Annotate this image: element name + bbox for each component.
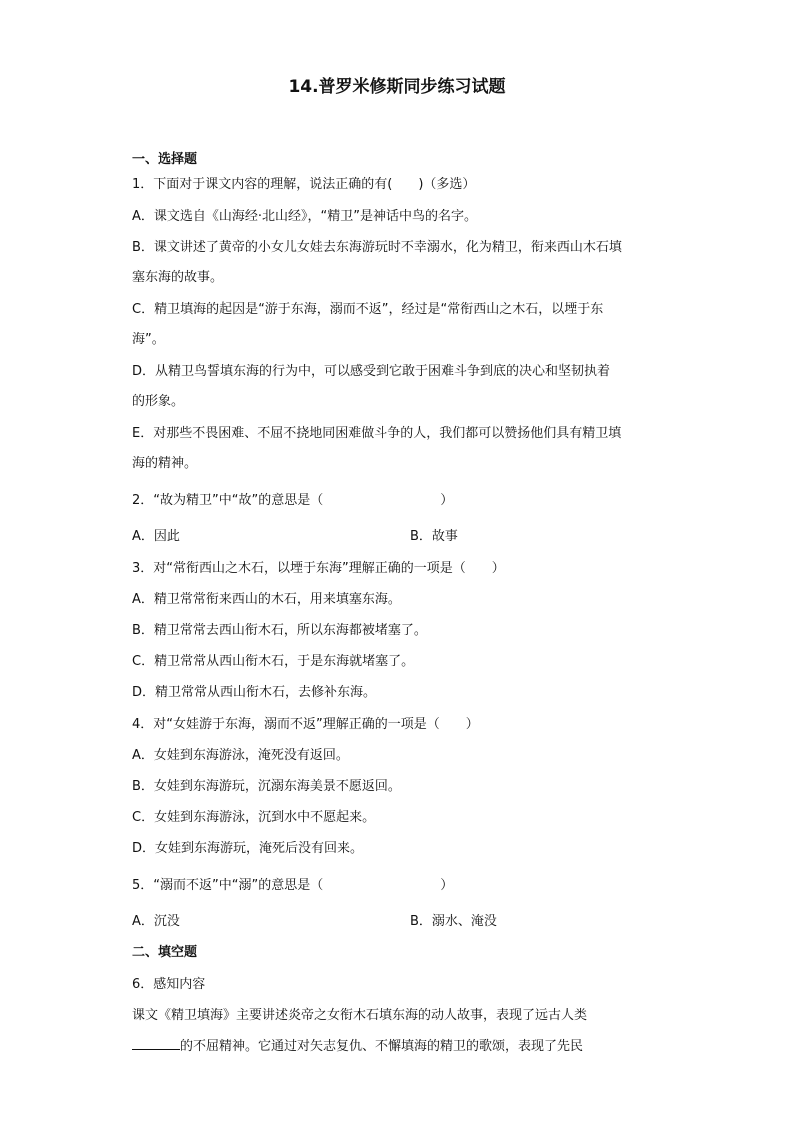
question-6-paragraph-line1: 课文《精卫填海》主要讲述炎帝之女衔木石填东海的动人故事，表现了远古人类 [132, 1008, 588, 1023]
question-1-option-e-line1: E．对那些不畏困难、不屈不挠地同困难做斗争的人，我们都可以赞扬他们具有精卫填 [132, 426, 622, 441]
question-6-paragraph-line2 [132, 1035, 583, 1054]
question-2-option-a: A．因此 [132, 529, 180, 544]
question-5-option-b: B．溺水、淹没 [410, 914, 497, 929]
question-3-option-b: B．精卫常常去西山衔木石，所以东海都被堵塞了。 [132, 623, 427, 638]
question-6-stem: 6．感知内容 [132, 977, 206, 992]
question-2-option-b: B．故事 [410, 529, 458, 544]
question-3-stem: 3．对“常衔西山之木石，以堙于东海”理解正确的一项是（ ） [132, 561, 505, 576]
question-1-option-a: A．课文选自《山海经·北山经》，“精卫”是神话中鸟的名字。 [132, 209, 477, 224]
question-3-option-d: D．精卫常常从西山衔木石，去修补东海。 [132, 685, 377, 700]
question-1-option-d-line1: D．从精卫鸟誓填东海的行为中，可以感受到它敢于困难斗争到底的决心和坚韧执着 [132, 364, 611, 379]
question-1-stem: 1．下面对于课文内容的理解，说法正确的有( )（多选） [132, 177, 476, 192]
question-4-option-a: A．女娃到东海游泳，淹死没有返回。 [132, 748, 349, 763]
section-heading-fill-in: 二、填空题 [132, 945, 198, 960]
question-5-option-a: A．沉没 [132, 914, 180, 929]
question-6-line2-text: 的不屈精神。它通过对矢志复仇、不懈填海的精卫的歌颂，表现了先民 [180, 1039, 584, 1054]
question-5-stem: 5．“溺而不返”中“溺”的意思是（ ） [132, 878, 454, 893]
question-3-option-c: C．精卫常常从西山衔木石，于是东海就堵塞了。 [132, 654, 415, 669]
answer-blank[interactable] [132, 1037, 180, 1050]
question-1-option-c-line1: C．精卫填海的起因是“游于东海，溺而不返”，经过是“常衔西山之木石，以堙于东 [132, 302, 604, 317]
question-1-option-d-line2: 的形象。 [132, 394, 185, 409]
question-4-option-c: C．女娃到东海游泳，沉到水中不愿起来。 [132, 810, 376, 825]
question-2-stem: 2．“故为精卫”中“故”的意思是（ ） [132, 493, 454, 508]
question-3-option-a: A．精卫常常衔来西山的木石，用来填塞东海。 [132, 592, 401, 607]
page-title: 14.普罗米修斯同步练习试题 [288, 77, 506, 97]
question-1-option-b-line2: 塞东海的故事。 [132, 270, 224, 285]
question-1-option-c-line2: 海”。 [132, 332, 165, 347]
question-4-option-d: D．女娃到东海游玩，淹死后没有回来。 [132, 841, 364, 856]
question-4-option-b: B．女娃到东海游玩，沉溺东海美景不愿返回。 [132, 779, 401, 794]
question-1-option-e-line2: 海的精神。 [132, 456, 198, 471]
section-heading-choice: 一、选择题 [132, 152, 198, 167]
question-4-stem: 4．对“女娃游于东海，溺而不返”理解正确的一项是（ ） [132, 717, 479, 732]
question-1-option-b-line1: B．课文讲述了黄帝的小女儿女娃去东海游玩时不幸溺水，化为精卫，衔来西山木石填 [132, 240, 622, 255]
